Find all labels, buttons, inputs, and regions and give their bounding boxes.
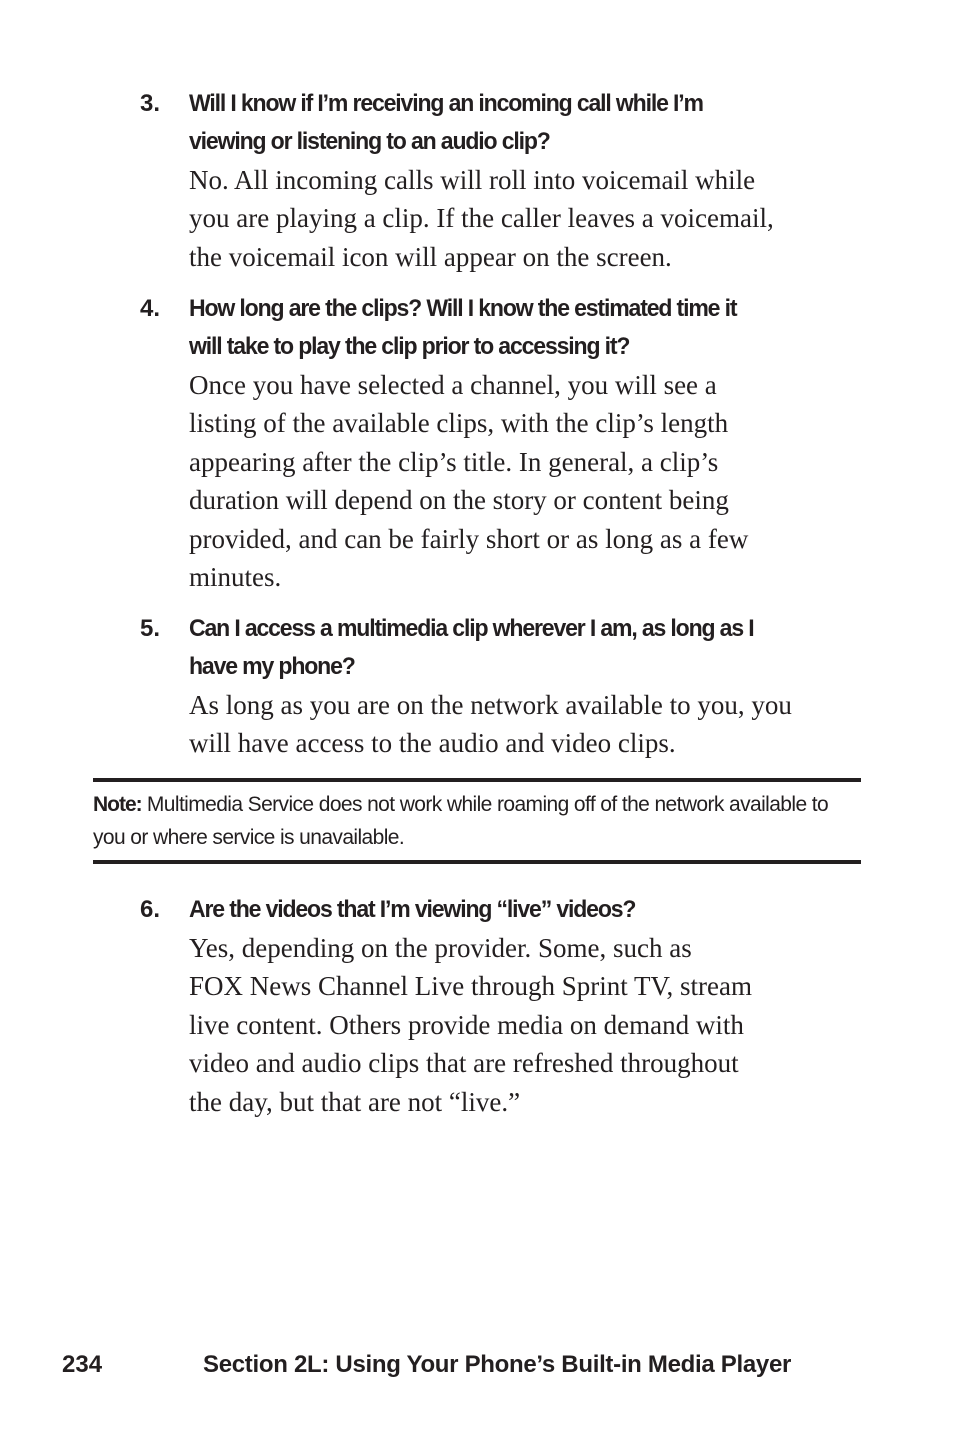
item-number: 4. xyxy=(140,295,161,322)
answer-text: No. All incoming calls will roll into voicemail while you are playing a clip. If the caller leaves a voicemail, the voicemail icon will appear on the screen. xyxy=(189,165,774,272)
item-number: 3. xyxy=(140,90,161,117)
note-text: Multimedia Service does not work while roaming off of the network available to you or where service is unavailable. xyxy=(93,793,829,849)
answer-text: Yes, depending on the provider. Some, such as FOX News Channel Live through Sprint TV, stream live content. Others provide media on demand with video and audio clips that are refreshed throughout the day, but that are not “live.” xyxy=(189,933,752,1117)
question-text: How long are the clips? Will I know the estimated time it will take to play the clip prior to accessing it? xyxy=(189,295,737,360)
faq-item-4 xyxy=(140,290,880,596)
faq-item-5 xyxy=(140,610,880,763)
note-label: Note: xyxy=(93,793,142,816)
faq-item-6 xyxy=(140,891,880,1121)
answer-text: As long as you are on the network available to you, you will have access to the audio and video clips. xyxy=(189,690,792,759)
item-number: 5. xyxy=(140,615,161,642)
question-text: Can I access a multimedia clip wherever I am, as long as I have my phone? xyxy=(189,615,754,680)
note-box xyxy=(93,778,861,864)
item-number: 6. xyxy=(140,896,161,923)
section-title: Section 2L: Using Your Phone’s Built-in Media Player xyxy=(203,1351,792,1378)
answer-text: Once you have selected a channel, you will see a listing of the available clips, with the clip’s length appearing after the clip’s title. In general, a clip’s duration will depend on the story or content being provided, and can be fairly short or as long as a few minutes. xyxy=(189,370,749,593)
question-text: Will I know if I’m receiving an incoming call while I’m viewing or listening to an audio clip? xyxy=(189,90,703,155)
faq-item-3 xyxy=(140,85,880,276)
question-text: Are the videos that I’m viewing “live” videos? xyxy=(189,896,636,923)
page-number: 234 xyxy=(62,1351,103,1378)
